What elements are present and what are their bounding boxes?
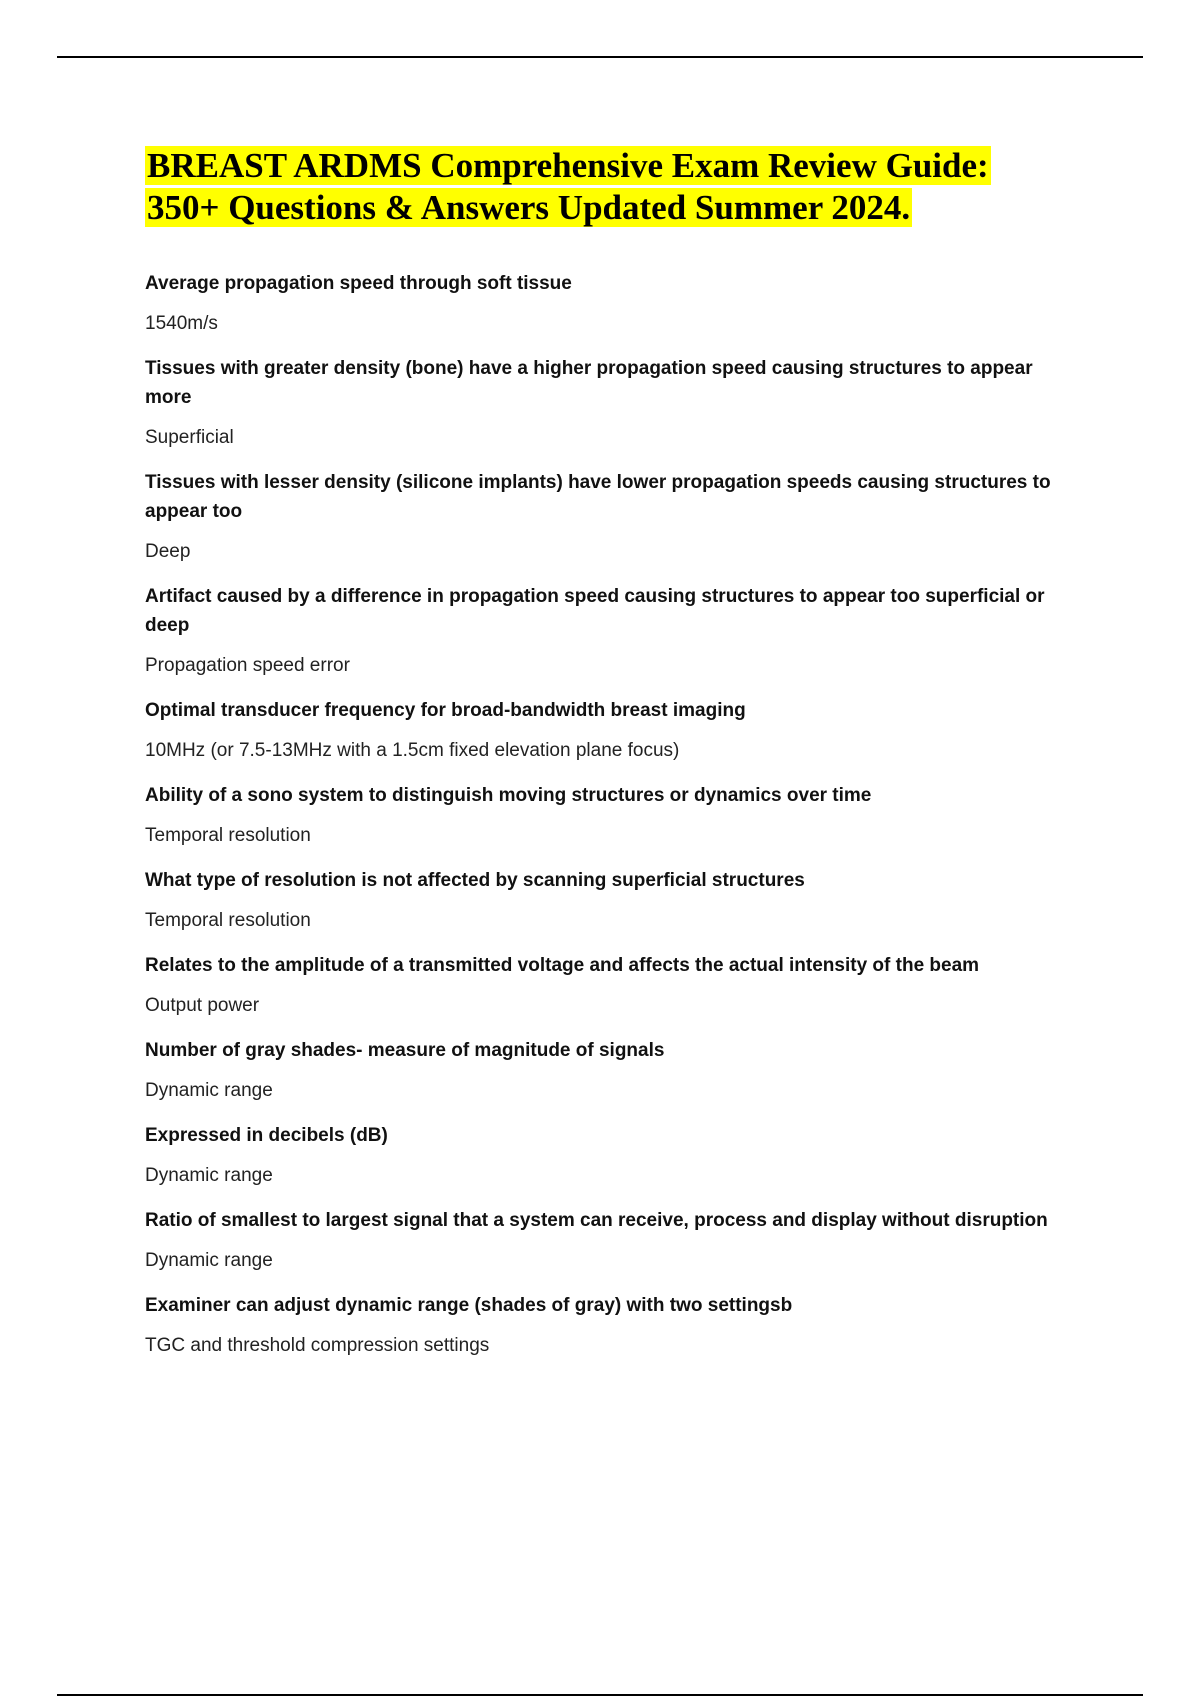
answer-text: Temporal resolution xyxy=(145,825,311,846)
question-text: Relates to the amplitude of a transmitted voltage and affects the actual intensity of the beam xyxy=(145,955,980,976)
title-line-1: BREAST ARDMS Comprehensive Exam Review Guide: xyxy=(147,146,989,185)
answer-text: Propagation speed error xyxy=(145,655,350,676)
question-text: Average propagation speed through soft tissue xyxy=(145,273,572,294)
document-content xyxy=(145,145,1075,1376)
question-text: Number of gray shades- measure of magnitude of signals xyxy=(145,1040,665,1061)
answer-text: Dynamic range xyxy=(145,1080,273,1101)
qa-item xyxy=(145,1291,1075,1359)
qa-item xyxy=(145,696,1075,764)
document-title xyxy=(145,145,1075,229)
qa-item xyxy=(145,1121,1075,1189)
question-text: Expressed in decibels (dB) xyxy=(145,1125,388,1146)
qa-item xyxy=(145,781,1075,849)
answer-text: 1540m/s xyxy=(145,313,218,334)
qa-item xyxy=(145,468,1075,565)
answer-text: Dynamic range xyxy=(145,1165,273,1186)
question-text: Ratio of smallest to largest signal that a system can receive, process and display without disruption xyxy=(145,1210,1048,1231)
footer-rule xyxy=(57,1694,1143,1696)
answer-text: Temporal resolution xyxy=(145,910,311,931)
question-text: Artifact caused by a difference in propagation speed causing structures to appear too superficial or deep xyxy=(145,586,1045,636)
qa-item xyxy=(145,269,1075,337)
title-line-2: 350+ Questions & Answers Updated Summer 2024. xyxy=(147,188,911,227)
qa-item xyxy=(145,582,1075,679)
question-text: Tissues with lesser density (silicone implants) have lower propagation speeds causing structures to appear too xyxy=(145,472,1051,522)
question-text: Ability of a sono system to distinguish moving structures or dynamics over time xyxy=(145,785,872,806)
question-text: Tissues with greater density (bone) have a higher propagation speed causing structures to appear more xyxy=(145,358,1033,408)
answer-text: Deep xyxy=(145,541,191,562)
answer-text: Superficial xyxy=(145,427,234,448)
qa-item xyxy=(145,354,1075,451)
qa-item xyxy=(145,1206,1075,1274)
header-rule xyxy=(57,56,1143,58)
answer-text: Output power xyxy=(145,995,260,1016)
qa-item xyxy=(145,1036,1075,1104)
answer-text: Dynamic range xyxy=(145,1250,273,1271)
qa-item xyxy=(145,951,1075,1019)
answer-text: TGC and threshold compression settings xyxy=(145,1335,490,1356)
qa-item xyxy=(145,866,1075,934)
question-text: Optimal transducer frequency for broad-bandwidth breast imaging xyxy=(145,700,746,721)
qa-list xyxy=(145,269,1075,1359)
question-text: Examiner can adjust dynamic range (shades of gray) with two settingsb xyxy=(145,1295,793,1316)
answer-text: 10MHz (or 7.5-13MHz with a 1.5cm fixed elevation plane focus) xyxy=(145,740,680,761)
question-text: What type of resolution is not affected by scanning superficial structures xyxy=(145,870,805,891)
